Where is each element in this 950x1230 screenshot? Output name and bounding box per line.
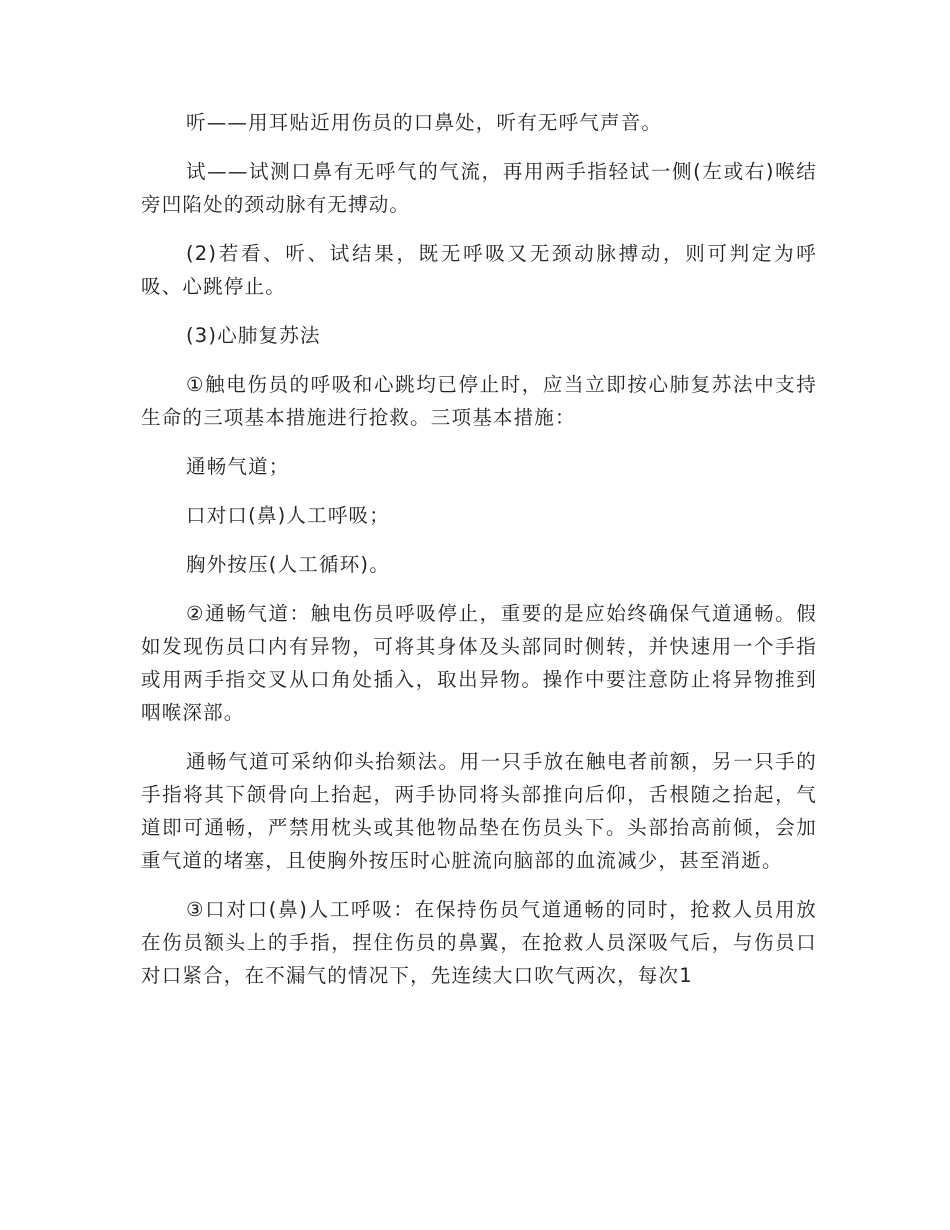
paragraph-test: 试——试测口鼻有无呼气的气流，再用两手指轻试一侧(左或右)喉结旁凹陷处的颈动脉有无搏动。	[141, 160, 817, 216]
paragraph-head-tilt: 通畅气道可采纳仰头抬颏法。用一只手放在触电者前额，另一只手的手指将其下颌骨向上抬起，两手协同将头部推向后仰，舌根随之抬起，气道即可通畅，严禁用枕头或其他物品垫在伤员头下。头部抬高前倾，会加重气道的堵塞，且使胸外按压时心脏流向脑部的血流减少，甚至消逝。	[141, 750, 817, 872]
paragraph-listen: 听——用耳贴近用伤员的口鼻处，听有无呼气声音。	[186, 111, 663, 134]
section-heading-cpr: (3)心肺复苏法	[186, 324, 321, 347]
list-item-rescue-breathing: 口对口(鼻)人工呼吸；	[186, 504, 390, 527]
list-item-airway: 通畅气道；	[186, 455, 290, 478]
paragraph-judgement: (2)若看、听、试结果，既无呼吸又无颈动脉搏动，则可判定为呼吸、心跳停止。	[141, 242, 817, 298]
paragraph-mouth-to-mouth: ③口对口(鼻)人工呼吸：在保持伤员气道通畅的同时，抢救人员用放在伤员额头上的手指，捏住伤员的鼻翼，在抢救人员深吸气后，与伤员口对口紧合，在不漏气的情况下，先连续大口吹气两次，每次1	[141, 898, 817, 987]
paragraph-cpr-intro: ①触电伤员的呼吸和心跳均已停止时，应当立即按心肺复苏法中支持生命的三项基本措施进行抢救。三项基本措施：	[141, 373, 817, 429]
paragraph-airway-clearing: ②通畅气道：触电伤员呼吸停止，重要的是应始终确保气道通畅。假如发现伤员口内有异物，可将其身体及头部同时侧转，并快速用一个手指或用两手指交叉从口角处插入，取出异物。操作中要注意防止将异物推到咽喉深部。	[141, 602, 817, 724]
document-body	[141, 106, 817, 1008]
list-item-chest-compression: 胸外按压(人工循环)。	[186, 553, 390, 576]
